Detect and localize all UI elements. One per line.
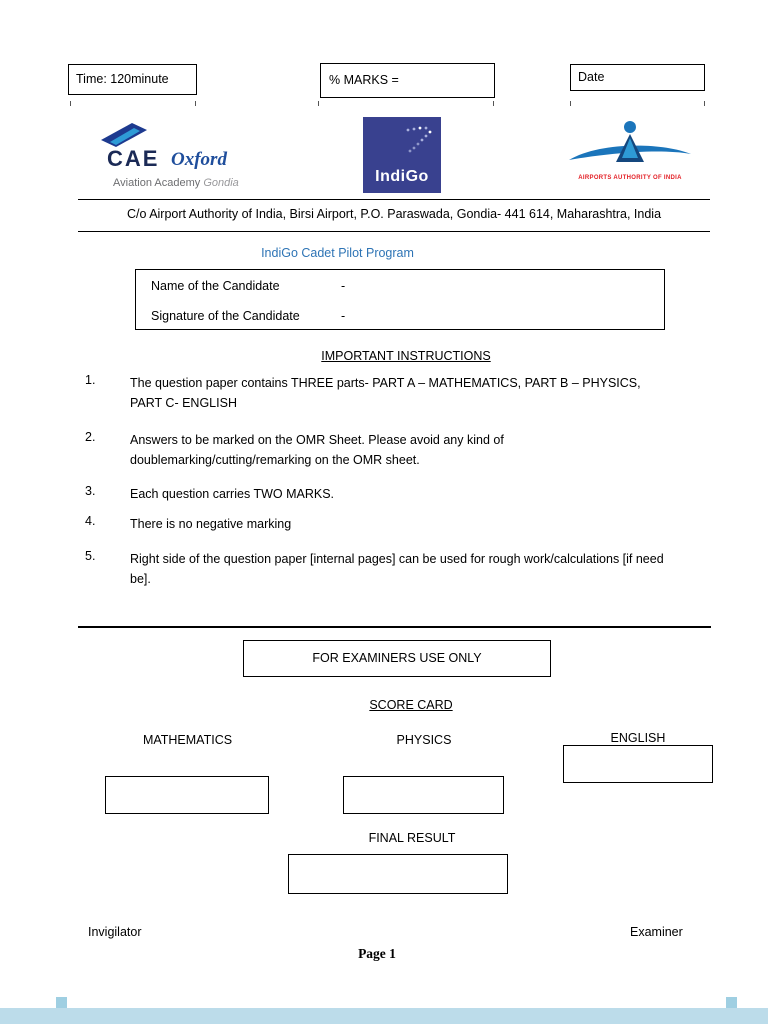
column-label-english: ENGLISH: [610, 731, 666, 745]
instruction-text-line: doublemarking/cutting/remarking on the OMR sheet.: [130, 453, 420, 467]
aai-emblem-icon: [567, 118, 693, 176]
candidate-signature-value: -: [341, 309, 346, 323]
candidate-name-value: -: [341, 279, 346, 293]
column-label-physics: PHYSICS: [396, 733, 452, 747]
table-tick: [704, 101, 705, 106]
indigo-logo: [363, 117, 441, 193]
physics-score-box: [343, 776, 504, 814]
final-result-box: [288, 854, 508, 894]
address-line: C/o Airport Authority of India, Birsi Airport, P.O. Paraswada, Gondia- 441 614, Maharashtra, India: [126, 207, 662, 221]
instruction-text-line: The question paper contains THREE parts- PART A – MATHEMATICS, PART B – PHYSICS,: [130, 376, 641, 390]
oxford-wordmark: Oxford: [171, 149, 227, 170]
instruction-text-line: PART C- ENGLISH: [130, 396, 237, 410]
cae-wordmark: CAE: [107, 146, 160, 171]
indigo-wordmark: IndiGo: [375, 168, 429, 185]
cae-logo: [95, 116, 265, 194]
instructions-heading: IMPORTANT INSTRUCTIONS: [321, 349, 491, 363]
table-tick: [195, 101, 196, 106]
address-divider-top: [78, 199, 710, 200]
instruction-number: 5.: [85, 549, 96, 563]
address-divider-bottom: [78, 231, 710, 232]
candidate-box: [135, 269, 665, 330]
instruction-number: 1.: [85, 373, 96, 387]
program-title: IndiGo Cadet Pilot Program: [261, 246, 414, 260]
column-label-mathematics: MATHEMATICS: [142, 733, 233, 747]
aai-logo: [567, 118, 693, 192]
instruction-number: 3.: [85, 484, 96, 498]
final-result-label: FINAL RESULT: [368, 831, 456, 845]
section-divider: [78, 626, 711, 628]
instruction-text-line: Answers to be marked on the OMR Sheet. Please avoid any kind of: [130, 433, 504, 447]
cae-subtitle: Aviation Academy: [113, 177, 201, 189]
mathematics-score-box: [105, 776, 269, 814]
viewer-bottom-band: [0, 1008, 768, 1024]
english-score-box: [563, 745, 713, 783]
score-card-heading: SCORE CARD: [369, 698, 453, 712]
indigo-plane-icon: [400, 124, 436, 154]
time-box: Time: 120minute: [68, 64, 197, 95]
page-number: Page 1: [358, 946, 396, 961]
cae-location: Gondia: [203, 177, 239, 189]
table-tick: [70, 101, 71, 106]
candidate-signature-label: Signature of the Candidate: [151, 309, 300, 323]
instruction-text-line: There is no negative marking: [130, 517, 292, 531]
cae-flag-icon: [101, 123, 147, 147]
instruction-text-line: be].: [130, 572, 151, 586]
instruction-text-line: Each question carries TWO MARKS.: [130, 487, 335, 501]
cae-subtitle-row: [113, 177, 239, 189]
instruction-text-line: Right side of the question paper [internal pages] can be used for rough work/calculations [if need: [130, 552, 664, 566]
invigilator-label: Invigilator: [88, 925, 142, 939]
instruction-number: 4.: [85, 514, 96, 528]
marks-box: % MARKS =: [320, 63, 495, 98]
examiners-box: FOR EXAMINERS USE ONLY: [243, 640, 551, 677]
table-tick: [318, 101, 319, 106]
examiner-label: Examiner: [630, 925, 683, 939]
aai-caption: AIRPORTS AUTHORITY OF INDIA: [578, 175, 682, 181]
candidate-name-label: Name of the Candidate: [151, 279, 280, 293]
table-tick: [493, 101, 494, 106]
instruction-number: 2.: [85, 430, 96, 444]
table-tick: [570, 101, 571, 106]
date-box: Date: [570, 64, 705, 91]
